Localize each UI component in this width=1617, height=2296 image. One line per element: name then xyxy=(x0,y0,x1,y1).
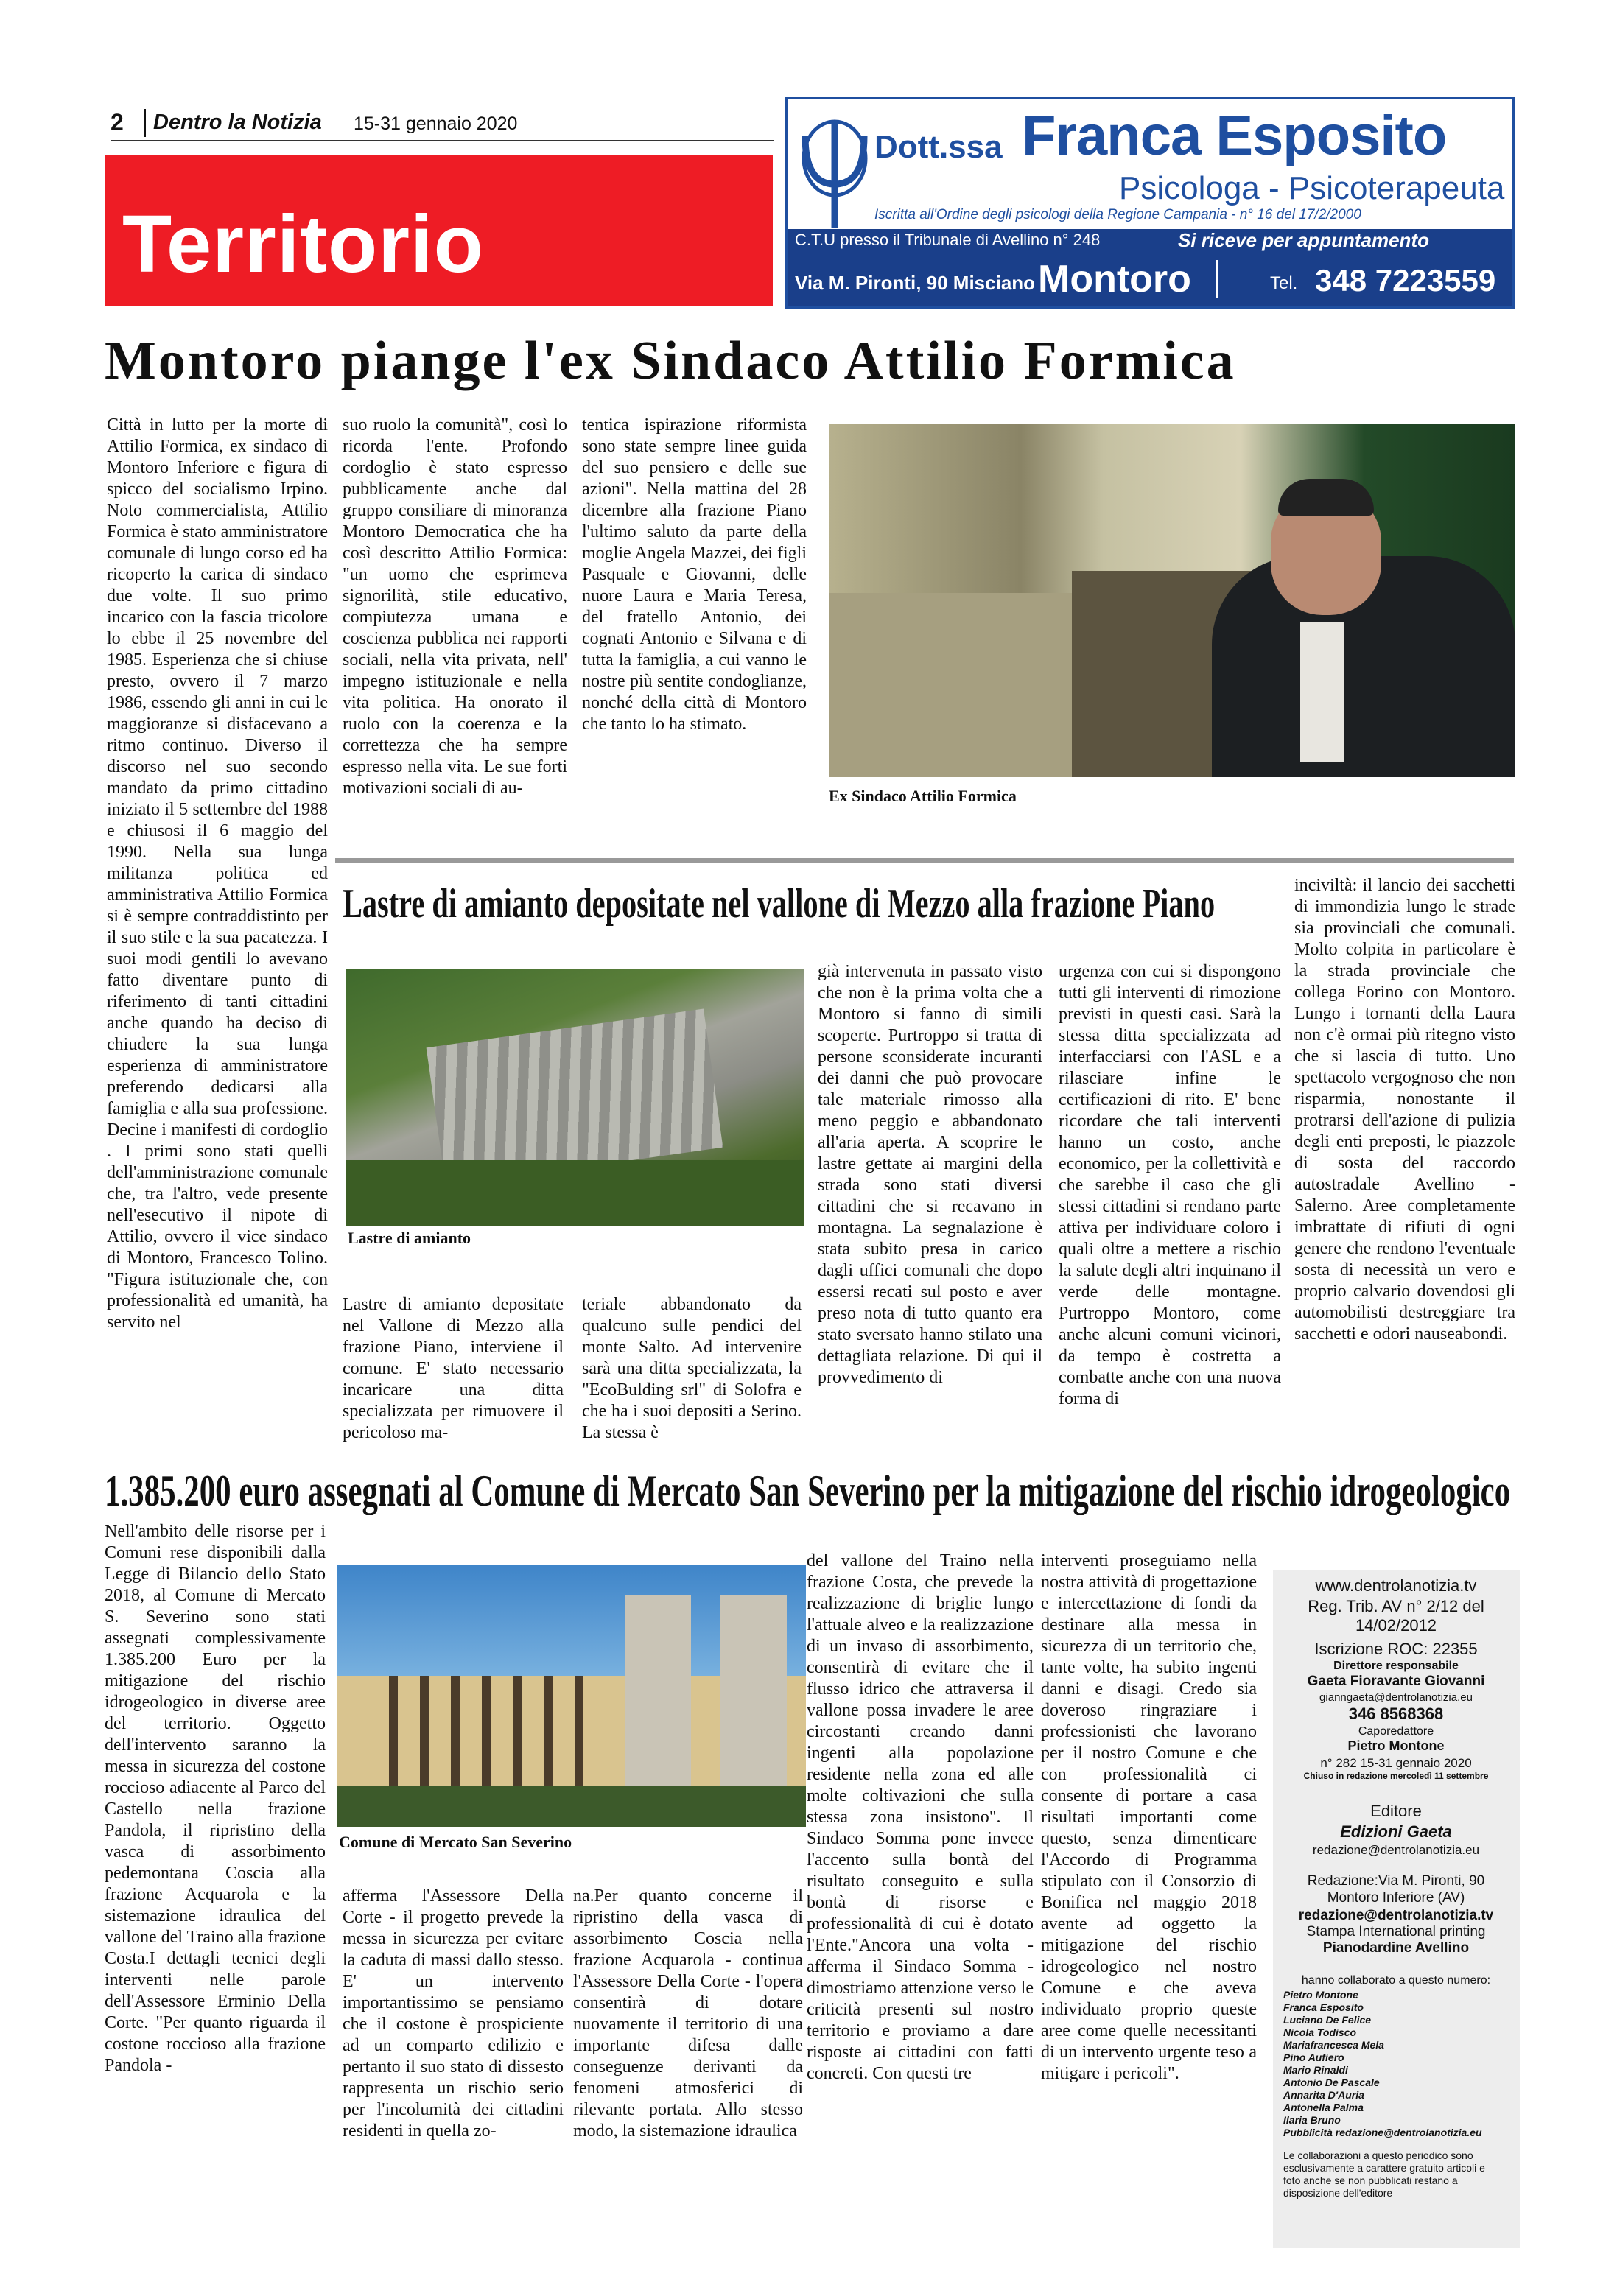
imprint-editor-name: Edizioni Gaeta xyxy=(1340,1822,1452,1841)
folio-date: 15-31 gennaio 2020 xyxy=(354,113,518,134)
list-item: Pietro Montone xyxy=(1283,1989,1358,2001)
folio xyxy=(111,109,785,140)
ad-tel-label: Tel. xyxy=(1270,273,1298,293)
masthead-name: Dentro la Notizia xyxy=(153,110,322,134)
imprint-issue: n° 282 15-31 gennaio 2020 xyxy=(1320,1756,1472,1770)
article1-col1: Città in lutto per la morte di Attilio Formica, ex sindaco di Montoro Inferiore e figura di spicco del socialismo Irpino. Noto commercialista, Attilio Formica è stato amministratore comunale di lungo corso ed ha ricoperto la carica di sindaco due volte. Il suo primo incarico con la fascia tricolore lo ebbe il 25 novembre del 1985. Esperienza che si chiuse presto, ovvero il 7 marzo 1986, essendo gli anni in cui le maggioranze si disfacevano a ritmo continuo. Diverso il discorso nel suo secondo mandato da primo cittadino iniziato il 5 settembre del 1988 e chiusosi il 6 maggio del 1990. Nella sua lunga militanza politica ed amministrativa Attilio Formica si è sempre contraddistinto per il suo stile e la sua pacatezza. I suoi modi gentili lo avevano fatto diventare punto di riferimento di tanti cittadini anche quando ha deciso di chiudere la sua lunga esperienza di amministratore preferendo dedicarsi alla famiglia e alla sua professione. Decine i manifesti di cordoglio . I primi sono stati quelli dell'amministrazione comunale che, tra l'altro, vede presente nell'esecutivo il nipote di Attilio, ovvero il vice sindaco di Montoro, Francesco Tolino. "Figura istituzionale che, con professionalità ed umanità, ha servito nel xyxy=(107,415,328,1332)
imprint-dir-name: Gaeta Fioravante Giovanni xyxy=(1307,1674,1485,1689)
ad-title: Dott.ssa xyxy=(874,129,1003,165)
section-title: Territorio xyxy=(122,199,484,289)
municipio-caption: Comune di Mercato San Severino xyxy=(339,1833,572,1851)
list-item: Mariafrancesca Mela xyxy=(1283,2039,1384,2051)
list-item: Ilaria Bruno xyxy=(1283,2114,1341,2126)
municipio-photo xyxy=(337,1565,806,1827)
imprint-collab-label: hanno collaborato a questo numero: xyxy=(1301,1974,1491,1987)
psi-logo-icon xyxy=(798,114,871,232)
formica-photo xyxy=(829,424,1515,777)
asbestos-photo xyxy=(346,969,804,1226)
article1-headline: Montoro piange l'ex Sindaco Attilio Formica xyxy=(105,331,1236,391)
article3-col3-top: del vallone del Traino nella frazione Costa, che prevede la realizzazione di briglie lungo l'attuale alveo e la realizzazione di un invaso di assorbimento, consentirà di evitare che il flusso idrico che attraversa il vallone possa invadere le aree circostanti creando danni ingenti alla popolazione residente nella zona ed alle molte coltivazioni che sulla stessa zona insistono". Il Sindaco Somma pone invece l'accento sulla bontà del risultato conseguito e sulla bontà di risorse e professionalità di cui è dotato l'Ente."Ancora una volta - afferma il Sindaco Somma - dimostriamo attenzione verso le criticità presenti sul nostro territorio e proviamo a dare risposte ai cittadini con fatti concreti. Con questi tre xyxy=(807,1551,1034,2083)
article3-headline: 1.385.200 euro assegnati al Comune di Mercato San Severino per la mitigazione del rischio idrogeologico xyxy=(105,1467,1511,1515)
ad-address: Via M. Pironti, 90 Misciano xyxy=(795,272,1036,294)
article2-headline: Lastre di amianto depositate nel vallone di Mezzo alla frazione Piano xyxy=(343,881,1216,927)
ad-appointment: Si riceve per appuntamento xyxy=(1178,229,1429,251)
ad-bar xyxy=(788,229,1512,306)
list-item: Antonella Palma xyxy=(1283,2102,1364,2113)
ad-city: Montoro xyxy=(1038,258,1191,301)
imprint-capo-name: Pietro Montone xyxy=(1347,1738,1445,1753)
imprint-dir-phone: 346 8568368 xyxy=(1348,1705,1444,1723)
list-item: Antonio De Pascale xyxy=(1283,2076,1380,2088)
list-item: Luciano De Felice xyxy=(1283,2014,1372,2026)
article1-col3: tentica ispirazione riformista sono state sempre linee guida del suo pensiero e delle sue azioni". Nella mattina del 28 dicembre alla frazione Piano l'ultimo saluto da parte della moglie Angela Mazzei, dei figli Pasquale e Giovanni, delle nuore Laura e Maria Teresa, del fratello Antonio, dei cognati Antonio e Silvana e di tutta la famiglia, a cui vanno le nostre più sentite condoglianze, nonché della città di Montoro che tanto lo ha stimato. xyxy=(582,415,807,734)
imprint-note: Le collaborazioni a questo periodico sono esclusivamente a carattere gratuito articoli e foto anche se non pubblicati restano a disposizione dell'editore xyxy=(1283,2149,1485,2199)
article2-col4: urgenza con cui si dispongono tutti gli interventi di rimozione previsti in questi casi. Sarà la stessa ditta specializzata ad interfacciarsi con l'ASL e a rilasciare infine le certificazioni di rito. E' bene ricordare che tali interventi hanno un costo, anche economico, per la collettività e che sarebbe il caso che gli stessi cittadini si rendano parte attiva per individuare coloro i quali oltre a mettere a rischio la salute degli altri inquinano il verde delle montagne. Purtroppo Montoro, come anche alcuni comuni vicinori, da tempo è costretta a combatte anche con una nuova forma di xyxy=(1059,962,1281,1408)
ad-registry: Iscritta all'Ordine degli psicologi della Regione Campania - n° 16 del 17/2/2000 xyxy=(874,207,1361,222)
ad-tel: 348 7223559 xyxy=(1315,263,1496,298)
article3-col1: Nell'ambito delle risorse per i Comuni rese disponibili dalla Legge di Bilancio dello Stato 2018, al Comune di Mercato S. Severino sono stati assegnati complessivamente 1.385.200 Euro per la mitigazione del rischio idrogeologico in diverse aree del territorio. Oggetto dell'intervento saranno la messa in sicurezza del costone roccioso adiacente al Parco del Castello nella frazione Pandola, il ripristino della vasca di assorbimento pedemontana Coscia alla frazione Acquarola e la sistemazione idraulica del vallone del Traino alla frazione Costa.I dettagli tecnici degli interventi nelle parole dell'Assessore Erminio Della Corte. "Per quanto riguarda il costone roccioso alla frazione Pandola - xyxy=(105,1522,326,2075)
asbestos-caption: Lastre di amianto xyxy=(348,1229,471,1247)
imprint-print: Stampa International printing xyxy=(1306,1924,1486,1939)
list-item: Franca Esposito xyxy=(1283,2001,1364,2013)
imprint-roc: Iscrizione ROC: 22355 xyxy=(1314,1640,1478,1658)
imprint-print2: Pianodardine Avellino xyxy=(1322,1940,1470,1956)
ad-ctu: C.T.U presso il Tribunale di Avellino n° 248 xyxy=(795,231,1101,249)
imprint-closed: Chiuso in redazione mercoledì 11 settembre xyxy=(1303,1771,1489,1781)
imprint-editor-email: redazione@dentrolanotizia.eu xyxy=(1312,1843,1480,1857)
article3-col3: na.Per quanto concerne il ripristino della vasca di assorbimento Coscia nella frazione Acquarola - continua l'Assessore Della Corte - l'opera consentirà di dotare nuovamente il territorio di una importante difesa dalle conseguenze derivanti da fenomeni atmosferici di rilevante portata. Allo stesso modo, la sistemazione idraulica xyxy=(573,1886,803,2141)
list-item: Nicola Todisco xyxy=(1283,2026,1357,2038)
list-item: Annarita D'Auria xyxy=(1283,2089,1364,2101)
article1-col2: suo ruolo la comunità", così lo ricorda l'ente. Profondo cordoglio è stato espresso pubblicamente anche dal gruppo consiliare di minoranza Montoro Democratica che ha così descritto Attilio Formica: "un uomo che esprimeva signorilità, stile educativo, compiutezza umana e coscienza pubblica nei rapporti sociali, nella vita privata, nell' impegno istituzionale e nella vita politica. Ha onorato il ruolo con la coerenza e la correttezza che ha sempre espresso nella vita. Le sue forti motivazioni sociali di au- xyxy=(343,415,567,798)
formica-caption: Ex Sindaco Attilio Formica xyxy=(829,787,1017,805)
article2-col5: inciviltà: il lancio dei sacchetti di immondizia lungo le strade sia provinciali che comunali. Molto colpita in particolare è la strada provinciale che collega Forino con Montoro. Lungo i tornanti della Laura non c'è ormai più ritegno visto che si lascia di tutto. Uno spettacolo vergognoso che non risparmia, nonostante il protrarsi dell'azione di pulizia degli enti preposti, le piazzole di sosta del raccordo autostradale Avellino - Salerno. Aree completamente imbrattate di rifiuti di ogni genere che rendono l'eventuale sosta di necessità un vero e proprio calvario dovendosi gli automobilisti destreggiare tra sacchetti e odori nauseabondi. xyxy=(1294,876,1515,1344)
article2-col3: già intervenuta in passato visto che non è la prima volta che a Montoro si fanno di simili scoperte. Purtroppo si tratta di persone sconsiderate incuranti dei danni che può provocare tale materiale rimosso alla meno peggio e abbandonato all'aria aperta. A scoprire le lastre gettate ai margini della strada sono stati diversi cittadini che si recavano in montagna. La segnalazione è stata subito presa in carico dagli uffici comunali che dopo essersi recati sul posto e aver preso nota di tutto quanto era stato sversato hanno stilato una dettagliata relazione. Di qui il provvedimento di xyxy=(818,962,1042,1387)
imprint-site: www.dentrolanotizia.tv xyxy=(1315,1576,1477,1595)
section-banner xyxy=(105,155,773,306)
page-number: 2 xyxy=(111,109,124,136)
article3-col4: interventi proseguiamo nella nostra attività di progettazione e intercettazione di fondi da destinare alla messa in sicurezza di un territorio che, tante volte, ha subito ingenti danni e disagi. Credo sia doveroso ringraziare i professionisti che lavorano per il nostro Comune e che con professionalità ci consente di portare a casa risultati importanti come questo, senza dimenticare l'Accordo di Programma stipulato con il Consorzio di Bonifica nel maggio 2018 avente ad oggetto la mitigazione del rischio idrogeologico nel nostro Comune e che aveva individuato proprio queste aree come quelle necessitanti di un intervento urgente teso a mitigare i pericoli". xyxy=(1041,1551,1257,2083)
ad-profession: Psicologa - Psicoterapeuta xyxy=(1119,170,1505,206)
imprint-dir-email: gianngaeta@dentrolanotizia.eu xyxy=(1319,1691,1473,1704)
imprint-reg: Reg. Trib. AV n° 2/12 del 14/02/2012 xyxy=(1308,1597,1484,1635)
imprint-redaz-email: redazione@dentrolanotizia.tv xyxy=(1298,1908,1494,1923)
article2-col1: Lastre di amianto depositate nel Vallone di Mezzo alla frazione Piano, interviene il comune. E' stato necessario incaricare una ditta specializzata per rimuovere il pericoloso ma- xyxy=(343,1295,564,1442)
list-item: Pino Aufiero xyxy=(1283,2051,1344,2063)
imprint-redaz: Redazione:Via M. Pironti, 90 Montoro Inferiore (AV) xyxy=(1307,1873,1485,1906)
imprint-editor-label: Editore xyxy=(1370,1802,1422,1820)
imprint-dir-label: Direttore responsabile xyxy=(1333,1660,1459,1672)
imprint-pub: Pubblicità redazione@dentrolanotizia.eu xyxy=(1283,2127,1482,2138)
ad-box xyxy=(785,97,1515,309)
article3-col2: afferma l'Assessore Della Corte - il progetto prevede la messa in sicurezza per evitare la caduta di massi dallo stesso. E' un intervento importantissimo se pensiamo che il costone è prospiciente ad un comparto edilizio e pertanto il suo stato di dissesto rappresenta un rischio serio per l'incolumità dei cittadini residenti in quella zo- xyxy=(343,1886,564,2141)
list-item: Mario Rinaldi xyxy=(1283,2064,1348,2076)
article2-col2: teriale abbandonato da qualcuno sulle pendici del monte Salto. Ad intervenire sarà una ditta specializzata, la "EcoBulding srl" di Solofra e che ha i suoi depositi a Serino. La stessa è xyxy=(582,1295,802,1442)
imprint-capo-label: Caporedattore xyxy=(1358,1725,1434,1738)
collaborator-list xyxy=(1283,1989,1504,2139)
ad-name: Franca Esposito xyxy=(1022,105,1447,167)
